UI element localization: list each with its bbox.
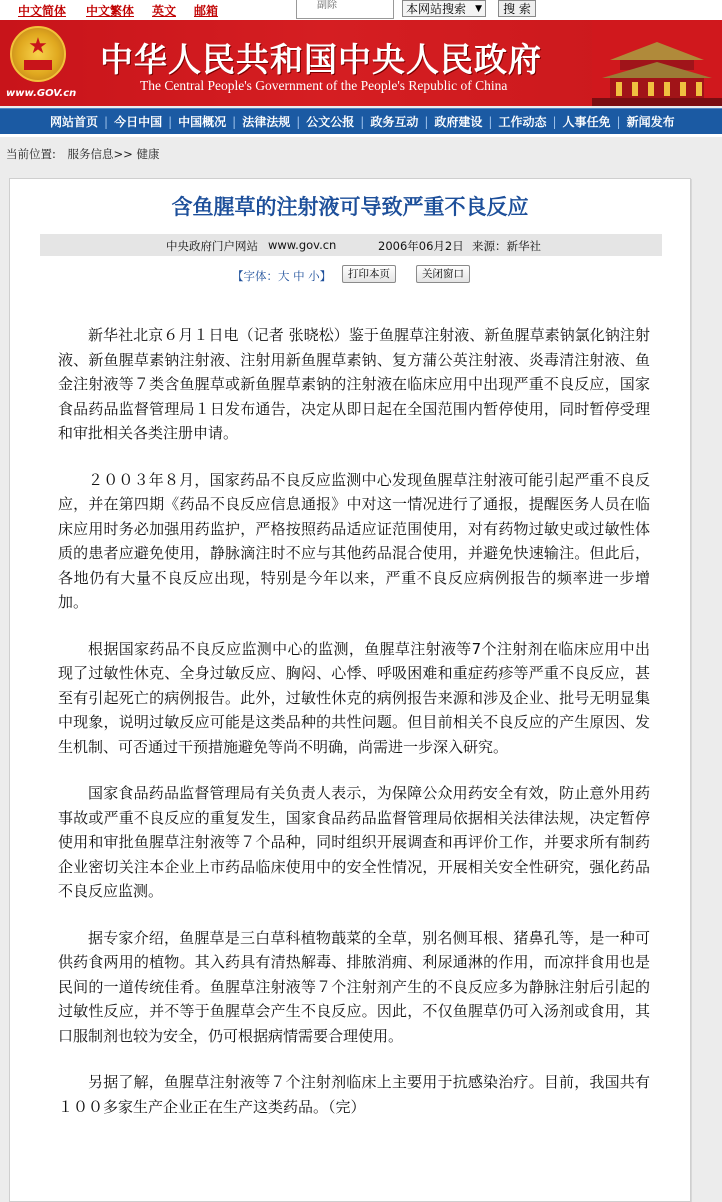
search-scope-select[interactable] — [402, 0, 486, 17]
article-date: 2006年06月2日 — [378, 239, 464, 253]
tiananmen-tower-icon — [592, 20, 722, 106]
breadcrumb-label: 当前位置: — [6, 147, 56, 161]
top-bar — [0, 0, 722, 20]
article-paragraph: ２００３年８月，国家药品不良反应监测中心发现鱼腥草注射液可能引起严重不良反应，并在第四期《药品不良反应信息通报》中对这一情况进行了通报，提醒医务人员在临床应用时务必加强用药监护，严格按照药品适应证范围使用，对有药物过敏史或过敏性体质的患者应避免使用，静脉滴注时不应与其他药品混合使用，并避免快速输注。但此后，各地仍有大量不良反应出现，特别是今年以来，严重不良反应病例报告的频率进一步增加。 — [58, 470, 650, 611]
lang-traditional-link[interactable]: 中文繁体 — [86, 4, 135, 18]
search-input[interactable] — [296, 0, 394, 19]
nav-item-gazette[interactable]: 公文公报 — [306, 115, 355, 129]
nav-item-interaction[interactable]: 政务互动 — [370, 115, 419, 129]
search-input-text: 副除 — [317, 0, 337, 11]
breadcrumb-service-info-link[interactable]: 服务信息>> — [67, 147, 133, 161]
lang-simplified-link[interactable]: 中文简体 — [18, 4, 67, 18]
article-paragraph: 新华社北京６月１日电（记者 张晓松）鉴于鱼腥草注射液、新鱼腥草素钠氯化钠注射液、新鱼腥草素钠注射液、注射用新鱼腥草素钠、复方蒲公英注射液、炎毒清注射液、鱼金注射液等７类含鱼腥草或新鱼腥草素钠的注射液在临床应用中出现严重不良反应，国家食品药品监督管理局１日发布通告，决定从即日起在全国范围内暂停使用，同时暂停受理和审批相关各类注册申请。 — [58, 326, 650, 442]
search-scope-label: 本网站搜索 — [406, 2, 467, 16]
font-size-selector — [232, 268, 331, 284]
national-emblem-icon: ★ — [10, 26, 66, 82]
nav-item-press-release[interactable]: 新闻发布 — [626, 115, 675, 129]
article-paragraph: 另据了解，鱼腥草注射液等７个注射剂临床上主要用于抗感染治疗。目前，我国共有１００多家生产企业正在生产这类药品。（完） — [58, 1073, 650, 1116]
article-tools — [10, 265, 690, 285]
font-size-label: 【字体： — [232, 269, 278, 283]
main-nav: 网站首页 | 今日中国 | 中国概况 | 法律法规 | 公文公报 | 政务互动 | 政府建设 | 工作动态 | 人事任免 | 新闻发布 — [0, 108, 722, 135]
font-size-options[interactable]: 大 中 小】 — [278, 269, 332, 283]
nav-item-appointments[interactable]: 人事任免 — [562, 115, 611, 129]
article-panel — [9, 178, 691, 1202]
site-subtitle: The Central People's Government of the People's Republic of China — [140, 78, 508, 93]
nav-item-home[interactable]: 网站首页 — [50, 115, 99, 129]
article-source: 来源：新华社 — [472, 239, 541, 253]
nav-item-today-china[interactable]: 今日中国 — [114, 115, 163, 129]
search-button[interactable]: 搜 索 — [498, 0, 536, 17]
print-button[interactable]: 打印本页 — [342, 265, 396, 283]
site-url: www.GOV.cn — [6, 88, 77, 99]
nav-item-work-news[interactable]: 工作动态 — [498, 115, 547, 129]
nav-item-china-overview[interactable]: 中国概况 — [178, 115, 227, 129]
article-body — [58, 323, 650, 1141]
site-title: 中华人民共和国中央人民政府 — [100, 40, 542, 79]
nav-item-laws[interactable]: 法律法规 — [242, 115, 291, 129]
breadcrumb — [6, 146, 159, 162]
nav-item-gov-building[interactable]: 政府建设 — [434, 115, 483, 129]
article-meta-bar — [40, 234, 662, 256]
chevron-down-icon: ▼ — [475, 4, 482, 14]
close-window-button[interactable]: 关闭窗口 — [416, 265, 470, 283]
article-paragraph: 据专家介绍，鱼腥草是三白草科植物蕺菜的全草，别名侧耳根、猪鼻孔等，是一种可供药食两用的植物。其入药具有清热解毒、排脓消痈、利尿通淋的作用，而凉拌食用也是民间的一道传统佳肴。鱼腥草注射液等７个注射剂产生的不良反应多为静脉注射后引起的过敏性反应，并不等于鱼腥草会产生不良反应。因此，不仅鱼腥草仍可入汤剂或食用，其口服制剂也较为安全，仍可根据病情需要合理使用。 — [58, 928, 650, 1045]
divider — [0, 134, 722, 137]
article-title: 含鱼腥草的注射液可导致严重不良反应 — [171, 195, 529, 219]
article-paragraph: 根据国家药品不良反应监测中心的监测，鱼腥草注射液等7个注射剂在临床应用中出现了过敏性休克、全身过敏反应、胸闷、心悸、呼吸困难和重症药疹等严重不良反应，甚至有引起死亡的病例报告。此外，过敏性休克的病例报告来源和涉及企业、批号无明显集中现象，说明过敏反应可能是这类品种的共性问题。但目前相关不良反应的产生原因、发生机制、可否通过干预措施避免等尚不明确，尚需进一步深入研究。 — [58, 639, 650, 756]
article-paragraph: 国家食品药品监督管理局有关负责人表示，为保障公众用药安全有效，防止意外用药事故或严重不良反应的重复发生，国家食品药品监督管理局依据相关法律法规，决定暂停使用和审批鱼腥草注射液等７个品种，同时组织开展调查和再评价工作，并要求所有制药企业密切关注本企业上市药品临床使用中的安全性情况，开展相关安全性研究，强化药品不良反应监测。 — [58, 784, 650, 900]
article-domain: www.gov.cn — [268, 238, 337, 252]
lang-english-link[interactable]: 英文 — [152, 4, 177, 18]
article-site: 中央政府门户网站 — [166, 239, 258, 253]
site-banner — [0, 20, 722, 106]
breadcrumb-health-link[interactable]: 健康 — [136, 147, 160, 161]
mailbox-link[interactable]: 邮箱 — [194, 4, 219, 18]
